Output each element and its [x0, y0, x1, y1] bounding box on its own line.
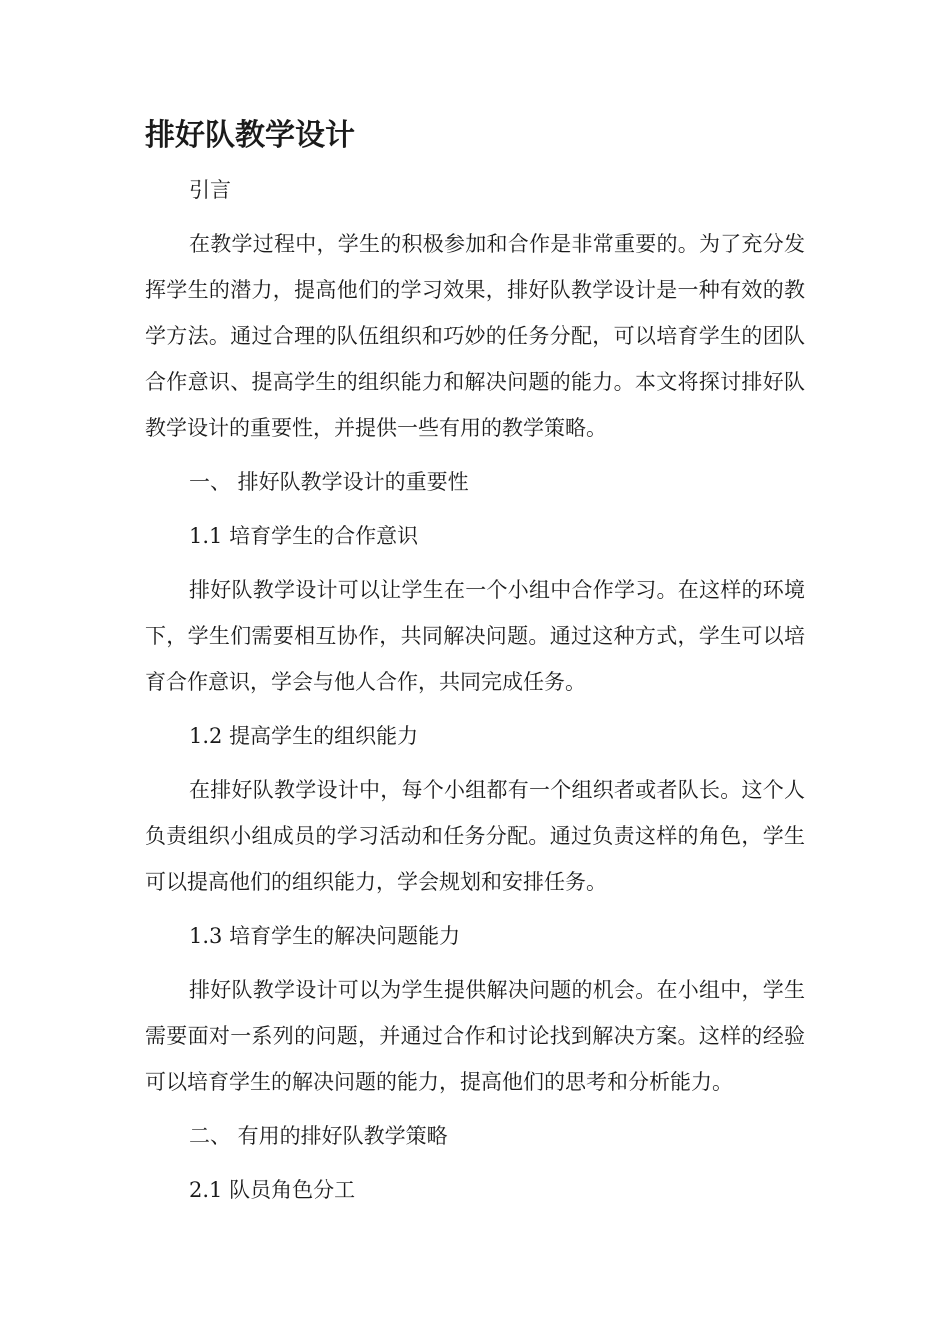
subsection-heading-1-1: 1.1 培育学生的合作意识: [189, 524, 419, 548]
section-heading-intro: 引言: [189, 178, 231, 202]
section-heading-2: 二、 有用的排好队教学策略: [189, 1124, 448, 1148]
paragraph-1-3: 排好队教学设计可以为学生提供解决问题的机会。在小组中，学生需要面对一系列的问题，并通过合作和讨论找到解决方案。这样的经验可以培育学生的解决问题的能力，提高他们的思考和分析能力。: [145, 978, 805, 1094]
document-title: 排好队教学设计: [145, 118, 355, 153]
paragraph-1-2: 在排好队教学设计中，每个小组都有一个组织者或者队长。这个人负责组织小组成员的学习活动和任务分配。通过负责这样的角色，学生可以提高他们的组织能力，学会规划和安排任务。: [145, 778, 805, 894]
subsection-heading-2-1: 2.1 队员角色分工: [189, 1178, 356, 1202]
paragraph-1-1: 排好队教学设计可以让学生在一个小组中合作学习。在这样的环境下，学生们需要相互协作，共同解决问题。通过这种方式，学生可以培育合作意识，学会与他人合作，共同完成任务。: [145, 578, 805, 694]
subsection-heading-1-2: 1.2 提高学生的组织能力: [189, 724, 419, 748]
section-heading-1: 一、 排好队教学设计的重要性: [189, 470, 469, 494]
subsection-heading-1-3: 1.3 培育学生的解决问题能力: [189, 924, 461, 948]
document-body: [145, 114, 805, 1213]
paragraph-intro: 在教学过程中，学生的积极参加和合作是非常重要的。为了充分发挥学生的潜力，提高他们的学习效果，排好队教学设计是一种有效的教学方法。通过合理的队伍组织和巧妙的任务分配，可以培育学生的团队合作意识、提高学生的组织能力和解决问题的能力。本文将探讨排好队教学设计的重要性，并提供一些有用的教学策略。: [145, 232, 805, 440]
